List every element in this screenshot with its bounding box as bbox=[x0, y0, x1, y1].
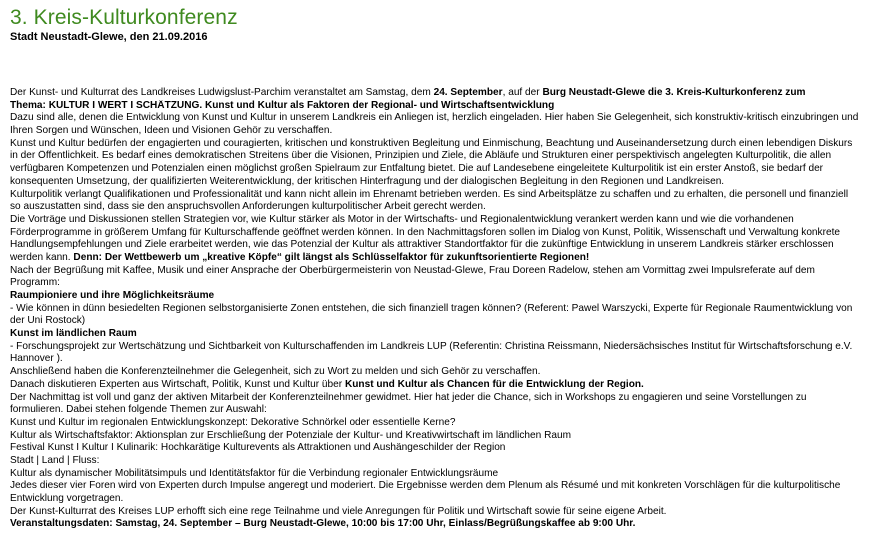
text-line bbox=[10, 493, 890, 506]
bold-text: Raumpioniere und ihre Möglichkeitsräume bbox=[10, 290, 215, 301]
text-line bbox=[10, 214, 890, 227]
text-segment: Jedes dieser vier Foren wird von Experten durch Impulse angeregt und moderiert. Die Ergebnisse werden dem Plenum als Résumé und mit konkreten Vorschlägen für die kulturpolitische bbox=[10, 480, 841, 492]
text-segment: Die Vorträge und Diskussionen stellen Strategien vor, wie Kultur stärker als Motor in der Wirtschafts- und Regionalentwicklung verankert werden kann und wie die vorhandenen bbox=[10, 213, 794, 225]
text-line bbox=[10, 480, 890, 493]
text-line bbox=[10, 430, 890, 443]
text-segment: Hannover ). bbox=[10, 353, 63, 365]
text-line bbox=[10, 138, 890, 151]
text-line bbox=[10, 189, 890, 202]
text-segment: werden kann. bbox=[10, 251, 74, 263]
text-line bbox=[10, 468, 890, 481]
text-line bbox=[10, 315, 890, 328]
text-segment: Der Nachmittag ist voll und ganz der aktiven Mitarbeit der Konferenzteilnehmer gewidmet. Hier hat jeder die Chance, sich in Workshops zu engagieren und seine Vorstellungen zu bbox=[10, 391, 807, 403]
text-segment: so auszustatten sind, dass sie den anspruchsvollen Anforderungen kulturpolitischer Arbeit gerecht werden. bbox=[10, 201, 486, 213]
text-segment: Nach der Begrüßung mit Kaffee, Musik und einer Ansprache der Oberbürgermeisterin von Neustad-Glewe, Frau Doreen Radelow, stehen am Vormittag zwei Impulsreferate auf dem bbox=[10, 264, 815, 276]
text-line bbox=[10, 252, 890, 265]
text-segment: Kultur als Wirtschaftsfaktor: Aktionsplan zur Erschließung der Potenziale der Kultur- und Kreativwirtschaft im ländlichen Raum bbox=[10, 429, 572, 441]
bold-text: Veranstaltungsdaten: Samstag, 24. September – Burg Neustadt-Glewe, 10:00 bis 17:00 Uhr, Einlass/Begrüßungskaffee ab 9:00 Uhr. bbox=[10, 518, 636, 530]
text-segment: Kunst und Kultur bedürfen der engagierten und couragierten, kritischen und konstruktiven Begleitung und Einmischung, Beachtung und Auseinandersetzung durch einen lebendigen Diskurs bbox=[10, 137, 853, 149]
bold-text: Burg Neustadt-Glewe die 3. Kreis-Kulturkonferenz zum bbox=[542, 87, 806, 98]
text-line bbox=[10, 239, 890, 252]
text-segment: Dazu sind alle, denen die Entwicklung von Kunst und Kultur in unserem Landkreis ein Anliegen ist, herzlich eingeladen. Hier haben Sie Gelegenheit, sich konstruktiv-kritisch einzubringen und bbox=[10, 112, 859, 124]
text-line bbox=[10, 392, 890, 405]
text-segment: der Uni Rostock) bbox=[10, 315, 86, 327]
text-line bbox=[10, 366, 890, 379]
text-line bbox=[10, 227, 890, 240]
text-line bbox=[10, 379, 890, 392]
page-title: 3. Kreis-Kulturkonferenz bbox=[10, 6, 238, 29]
text-segment: Förderprogramme in größerem Umfang für Kulturschaffende geöffnet werden können. In den Nachmittagsforen sollen im Dialog von Kunst, Politik, Wissenschaft und Verwaltung konkrete bbox=[10, 226, 840, 238]
text-line bbox=[10, 506, 890, 519]
text-segment: Danach diskutieren Experten aus Wirtschaft, Politik, Kunst und Kultur über bbox=[10, 378, 345, 390]
text-segment: Anschließend haben die Konferenzteilnehmer die Gelegenheit, sich zu Wort zu melden und sich Gehör zu verschaffen. bbox=[10, 366, 541, 378]
text-segment: Der Kunst- und Kulturrat des Landkreises Ludwigslust-Parchim veranstaltet am Samstag, dem bbox=[10, 87, 434, 98]
text-line bbox=[10, 290, 890, 303]
text-segment: Entwicklung vorgetragen. bbox=[10, 493, 124, 504]
text-segment: verfügbaren Kompetenzen und Potenzialen einen möglichst großen Spielraum zur Entfaltung bietet. Die auf Landesebene eingeleitete Kulturpolitik ist ein erster Anstoß, sie bedarf der bbox=[10, 163, 824, 175]
text-line bbox=[10, 455, 890, 468]
text-segment: Handlungsempfehlungen und Ziele erarbeitet werden, wie das Potenzial der Kultur als attraktiver Standortfaktor für die zukünftige Entwicklung in unserem Landkreis stärker erschlossen bbox=[10, 239, 834, 251]
text-segment: Programm: bbox=[10, 277, 60, 289]
text-line bbox=[10, 518, 890, 531]
text-line bbox=[10, 404, 890, 417]
text-segment: konsequenten Umsetzung, der qualifizierten Weiterentwicklung, der kritischen Hinterfragung und der dialogischen Begleitung in den Regionen und Landkreisen. bbox=[10, 175, 725, 187]
text-line bbox=[10, 87, 890, 100]
text-line bbox=[10, 328, 890, 341]
text-line bbox=[10, 277, 890, 290]
text-line bbox=[10, 341, 890, 354]
text-segment: Kulturpolitik verlangt Qualifikationen und Professionalität und kann nicht allein im Ehrenamt betrieben werden. Es sind Arbeitsplätze zu schaffen und zu erhalten, die personell und finanziell bbox=[10, 188, 849, 200]
text-line bbox=[10, 417, 890, 430]
text-segment: Stadt | Land | Fluss: bbox=[10, 454, 100, 466]
bold-text: Kunst und Kultur als Chancen für die Entwicklung der Region. bbox=[344, 378, 644, 390]
text-line bbox=[10, 112, 890, 125]
text-segment: Ihren Sorgen und Wünschen, Ideen und Visionen Gehör zu verschaffen. bbox=[10, 125, 333, 137]
text-segment: Kultur als dynamischer Mobilitätsimpuls und Identitätsfaktor für die Verbindung regionaler Entwicklungsräume bbox=[10, 467, 499, 479]
text-segment: Kunst und Kultur im regionalen Entwicklungskonzept: Dekorative Schnörkel oder essentielle Kerne? bbox=[10, 416, 456, 428]
text-segment: in der Öffentlichkeit. Es bedarf eines demokratischen Streitens über die Visionen, Prinzipien und Ziele, die Abläufe und Strukturen einer perspektivisch angelegten Kulturpolitik, die allen bbox=[10, 150, 832, 162]
text-segment: - Wie können in dünn besiedelten Regionen selbstorganisierte Zonen entstehen, die sich finanziell tragen können? (Referent: Pawel Warszycki, Experte für Regionale Raumentwicklung von bbox=[10, 302, 853, 314]
page-subtitle: Stadt Neustadt-Glewe, den 21.09.2016 bbox=[10, 31, 208, 43]
bold-text: 24. September bbox=[433, 87, 503, 98]
text-segment: Der Kunst-Kulturrat des Kreises LUP erhofft sich eine rege Teilnahme und viele Anregungen für Politik und Wirtschaft sowie für seine eigene Arbeit. bbox=[10, 505, 667, 517]
text-line bbox=[10, 353, 890, 366]
text-line bbox=[10, 125, 890, 138]
text-line bbox=[10, 163, 890, 176]
text-segment: , auf der bbox=[502, 87, 543, 98]
bold-text: Kunst im ländlichen Raum bbox=[10, 328, 137, 340]
bold-text: Denn: Der Wettbewerb um „kreative Köpfe“ gilt längst als Schlüsselfaktor für zukunftsorientierte Regionen! bbox=[73, 251, 590, 263]
bold-text: Thema: KULTUR I WERT I SCHÄTZUNG. Kunst und Kultur als Faktoren der Regional- und Wirtschaftsentwicklung bbox=[10, 99, 555, 111]
text-line bbox=[10, 201, 890, 214]
text-line bbox=[10, 176, 890, 189]
article-body bbox=[10, 87, 890, 531]
text-line bbox=[10, 442, 890, 455]
text-line bbox=[10, 265, 890, 278]
text-segment: Festival Kunst I Kultur I Kulinarik: Hochkarätige Kulturevents als Attraktionen und Aushängeschilder der Region bbox=[10, 442, 506, 454]
text-line bbox=[10, 100, 890, 113]
text-segment: - Forschungsprojekt zur Wertschätzung und Sichtbarkeit von Kulturschaffenden im Landkreis LUP (Referentin: Christina Reissmann, Niedersächsisches Institut für Wirtschaftsforschung e.V. bbox=[10, 340, 853, 352]
text-segment: formulieren. Dabei stehen folgende Themen zur Auswahl: bbox=[10, 404, 267, 416]
text-line bbox=[10, 303, 890, 316]
text-line bbox=[10, 150, 890, 163]
